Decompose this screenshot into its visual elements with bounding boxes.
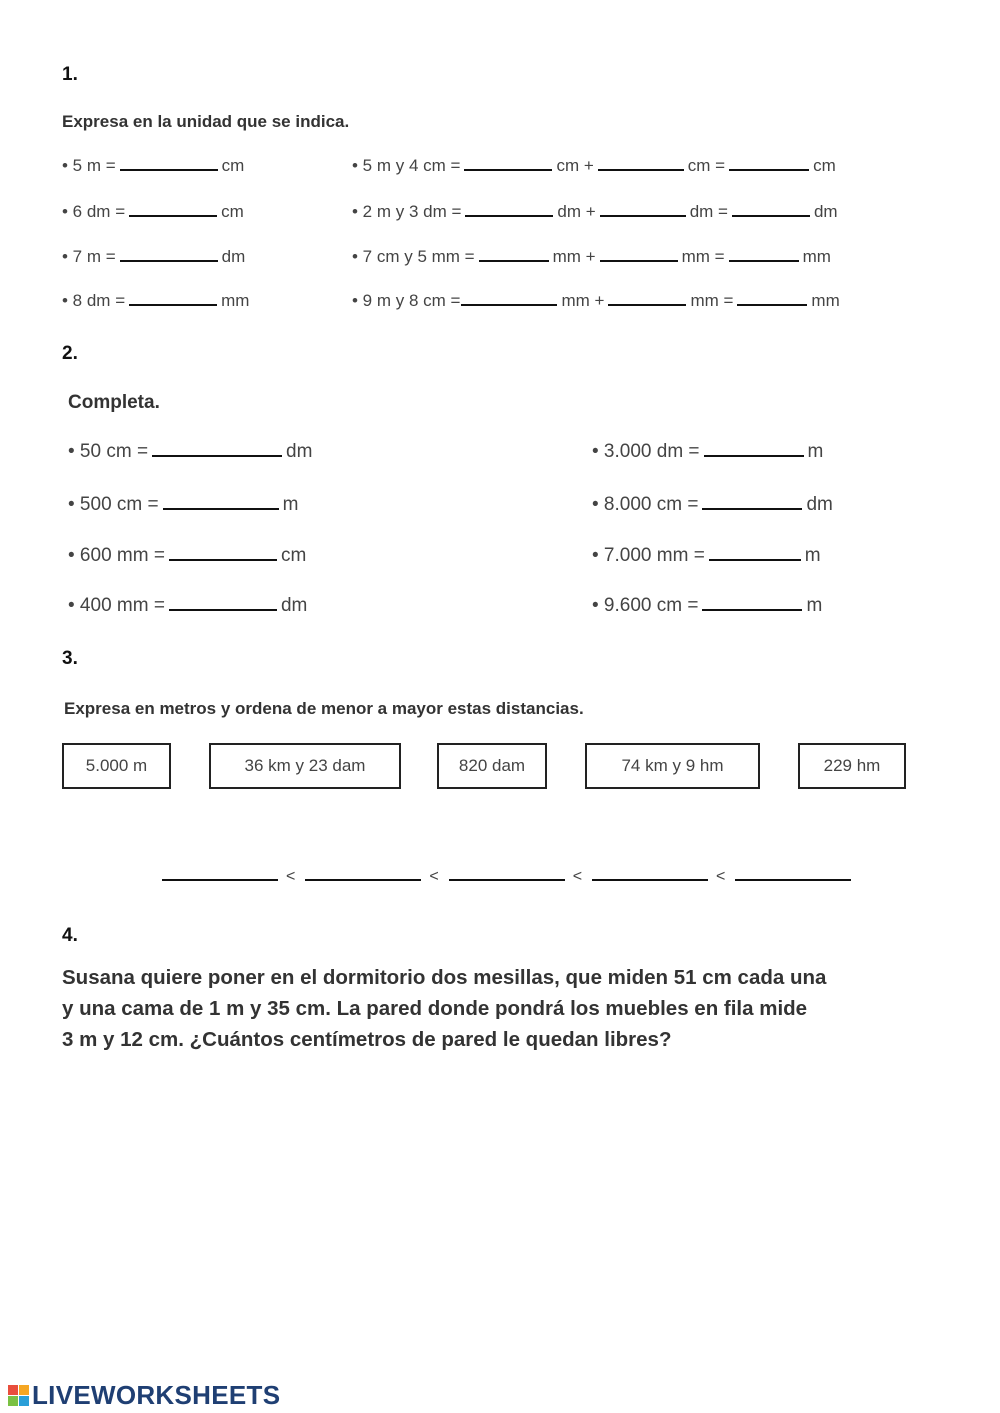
s2-left-unit: dm bbox=[286, 441, 313, 462]
s2-left-item-1 bbox=[68, 441, 312, 463]
s1-left-unit: mm bbox=[221, 291, 250, 310]
s1-right-item-3 bbox=[352, 247, 831, 267]
s2-left-unit: dm bbox=[280, 595, 308, 616]
s1-right-unit: mm = bbox=[690, 291, 734, 310]
less-than-sign: < bbox=[286, 868, 296, 885]
s2-left-item-2 bbox=[68, 494, 298, 516]
answer-blank[interactable] bbox=[600, 259, 678, 262]
s2-left-item-3 bbox=[68, 545, 306, 567]
s2-right-label: • 8.000 cm = bbox=[592, 494, 699, 515]
s1-left-label: • 7 m = bbox=[62, 247, 116, 266]
s1-right-label: • 2 m y 3 dm = bbox=[352, 202, 462, 221]
s1-right-item-1 bbox=[352, 156, 836, 176]
answer-blank[interactable] bbox=[169, 608, 277, 611]
s1-left-unit: dm bbox=[221, 247, 246, 266]
section-2-instruction: Completa. bbox=[68, 392, 160, 413]
logo-square bbox=[19, 1396, 29, 1406]
s2-right-unit: dm bbox=[806, 494, 833, 515]
ordering-line bbox=[162, 868, 851, 886]
s1-right-unit: cm bbox=[813, 156, 836, 175]
s1-right-label: • 5 m y 4 cm = bbox=[352, 156, 461, 175]
s1-right-unit: mm = bbox=[681, 247, 725, 266]
order-blank[interactable] bbox=[449, 878, 565, 881]
s1-right-label: • 7 cm y 5 mm = bbox=[352, 247, 475, 266]
s2-left-label: • 600 mm = bbox=[68, 545, 165, 566]
section-4-number: 4. bbox=[62, 925, 78, 946]
answer-blank[interactable] bbox=[704, 454, 804, 457]
s1-right-label: • 9 m y 8 cm = bbox=[352, 291, 461, 310]
s1-right-item-4 bbox=[352, 291, 840, 311]
s1-right-unit: mm bbox=[811, 291, 840, 310]
logo-square bbox=[8, 1385, 18, 1395]
answer-blank[interactable] bbox=[737, 303, 807, 306]
answer-blank[interactable] bbox=[598, 168, 684, 171]
answer-blank[interactable] bbox=[461, 303, 557, 306]
answer-blank[interactable] bbox=[479, 259, 549, 262]
answer-blank[interactable] bbox=[729, 259, 799, 262]
s1-right-unit: dm + bbox=[557, 202, 596, 221]
answer-blank[interactable] bbox=[732, 214, 810, 217]
order-blank[interactable] bbox=[735, 878, 851, 881]
s2-right-unit: m bbox=[806, 595, 823, 616]
answer-blank[interactable] bbox=[129, 214, 217, 217]
s1-left-unit: cm bbox=[221, 202, 244, 221]
answer-blank[interactable] bbox=[702, 507, 802, 510]
s2-right-unit: m bbox=[807, 441, 824, 462]
s2-left-label: • 400 mm = bbox=[68, 595, 165, 616]
answer-blank[interactable] bbox=[608, 303, 686, 306]
logo-text: LIVEWORKSHEETS bbox=[32, 1380, 281, 1410]
section-1-instruction: Expresa en la unidad que se indica. bbox=[62, 112, 350, 131]
s1-left-label: • 6 dm = bbox=[62, 202, 126, 221]
answer-blank[interactable] bbox=[120, 259, 218, 262]
problem-line: y una cama de 1 m y 35 cm. La pared donde pondrá los muebles en fila mide bbox=[62, 997, 808, 1020]
s2-left-unit: cm bbox=[280, 545, 307, 566]
s2-right-item-4 bbox=[592, 595, 822, 617]
distance-box: 820 dam bbox=[437, 743, 547, 789]
distance-box: 5.000 m bbox=[62, 743, 171, 789]
answer-blank[interactable] bbox=[702, 608, 802, 611]
logo-grid-icon bbox=[8, 1385, 29, 1406]
problem-line: 3 m y 12 cm. ¿Cuántos centímetros de pared le quedan libres? bbox=[62, 1028, 672, 1051]
answer-blank[interactable] bbox=[600, 214, 686, 217]
answer-blank[interactable] bbox=[129, 303, 217, 306]
s1-right-unit: dm = bbox=[689, 202, 728, 221]
s2-right-item-1 bbox=[592, 441, 823, 463]
answer-blank[interactable] bbox=[120, 168, 218, 171]
s1-left-label: • 8 dm = bbox=[62, 291, 126, 310]
answer-blank[interactable] bbox=[465, 214, 553, 217]
s1-right-unit: mm bbox=[802, 247, 831, 266]
s1-left-item-4 bbox=[62, 291, 249, 311]
s2-right-label: • 9.600 cm = bbox=[592, 595, 699, 616]
s1-right-unit: dm bbox=[813, 202, 838, 221]
s1-right-unit: cm = bbox=[687, 156, 726, 175]
answer-blank[interactable] bbox=[163, 507, 279, 510]
logo-square bbox=[19, 1385, 29, 1395]
answer-blank[interactable] bbox=[169, 558, 277, 561]
s1-right-item-2 bbox=[352, 202, 838, 222]
order-blank[interactable] bbox=[162, 878, 278, 881]
logo-square bbox=[8, 1396, 18, 1406]
section-1-number: 1. bbox=[62, 64, 78, 85]
s1-left-unit: cm bbox=[221, 156, 245, 175]
answer-blank[interactable] bbox=[152, 454, 282, 457]
distance-box: 36 km y 23 dam bbox=[209, 743, 401, 789]
less-than-sign: < bbox=[572, 868, 583, 885]
distance-box: 229 hm bbox=[798, 743, 906, 789]
s1-right-unit: mm + bbox=[552, 247, 596, 266]
s1-left-label: • 5 m = bbox=[62, 156, 116, 175]
answer-blank[interactable] bbox=[709, 558, 801, 561]
word-problem bbox=[62, 962, 952, 1055]
s1-right-unit: cm + bbox=[556, 156, 594, 175]
distance-box: 74 km y 9 hm bbox=[585, 743, 760, 789]
s2-right-unit: m bbox=[804, 545, 821, 566]
s1-left-item-2 bbox=[62, 202, 244, 222]
section-3-instruction: Expresa en metros y ordena de menor a mayor estas distancias. bbox=[64, 699, 584, 718]
s2-left-unit: m bbox=[282, 494, 299, 515]
s2-right-label: • 3.000 dm = bbox=[592, 441, 700, 462]
answer-blank[interactable] bbox=[464, 168, 552, 171]
s2-left-item-4 bbox=[68, 595, 307, 617]
liveworksheets-logo bbox=[8, 1380, 280, 1411]
order-blank[interactable] bbox=[592, 878, 708, 881]
section-3-number: 3. bbox=[62, 648, 78, 669]
less-than-sign: < bbox=[429, 868, 439, 885]
answer-blank[interactable] bbox=[729, 168, 809, 171]
s2-right-item-3 bbox=[592, 545, 821, 567]
s2-right-label: • 7.000 mm = bbox=[592, 545, 705, 566]
s2-right-item-2 bbox=[592, 494, 833, 516]
less-than-sign: < bbox=[716, 868, 726, 885]
s1-left-item-1 bbox=[62, 156, 244, 176]
problem-line: Susana quiere poner en el dormitorio dos mesillas, que miden 51 cm cada una bbox=[62, 966, 827, 989]
s2-left-label: • 50 cm = bbox=[68, 441, 149, 462]
section-2-number: 2. bbox=[62, 343, 78, 364]
order-blank[interactable] bbox=[305, 878, 421, 881]
s1-left-item-3 bbox=[62, 247, 245, 267]
s2-left-label: • 500 cm = bbox=[68, 494, 159, 515]
s1-right-unit: mm + bbox=[561, 291, 605, 310]
